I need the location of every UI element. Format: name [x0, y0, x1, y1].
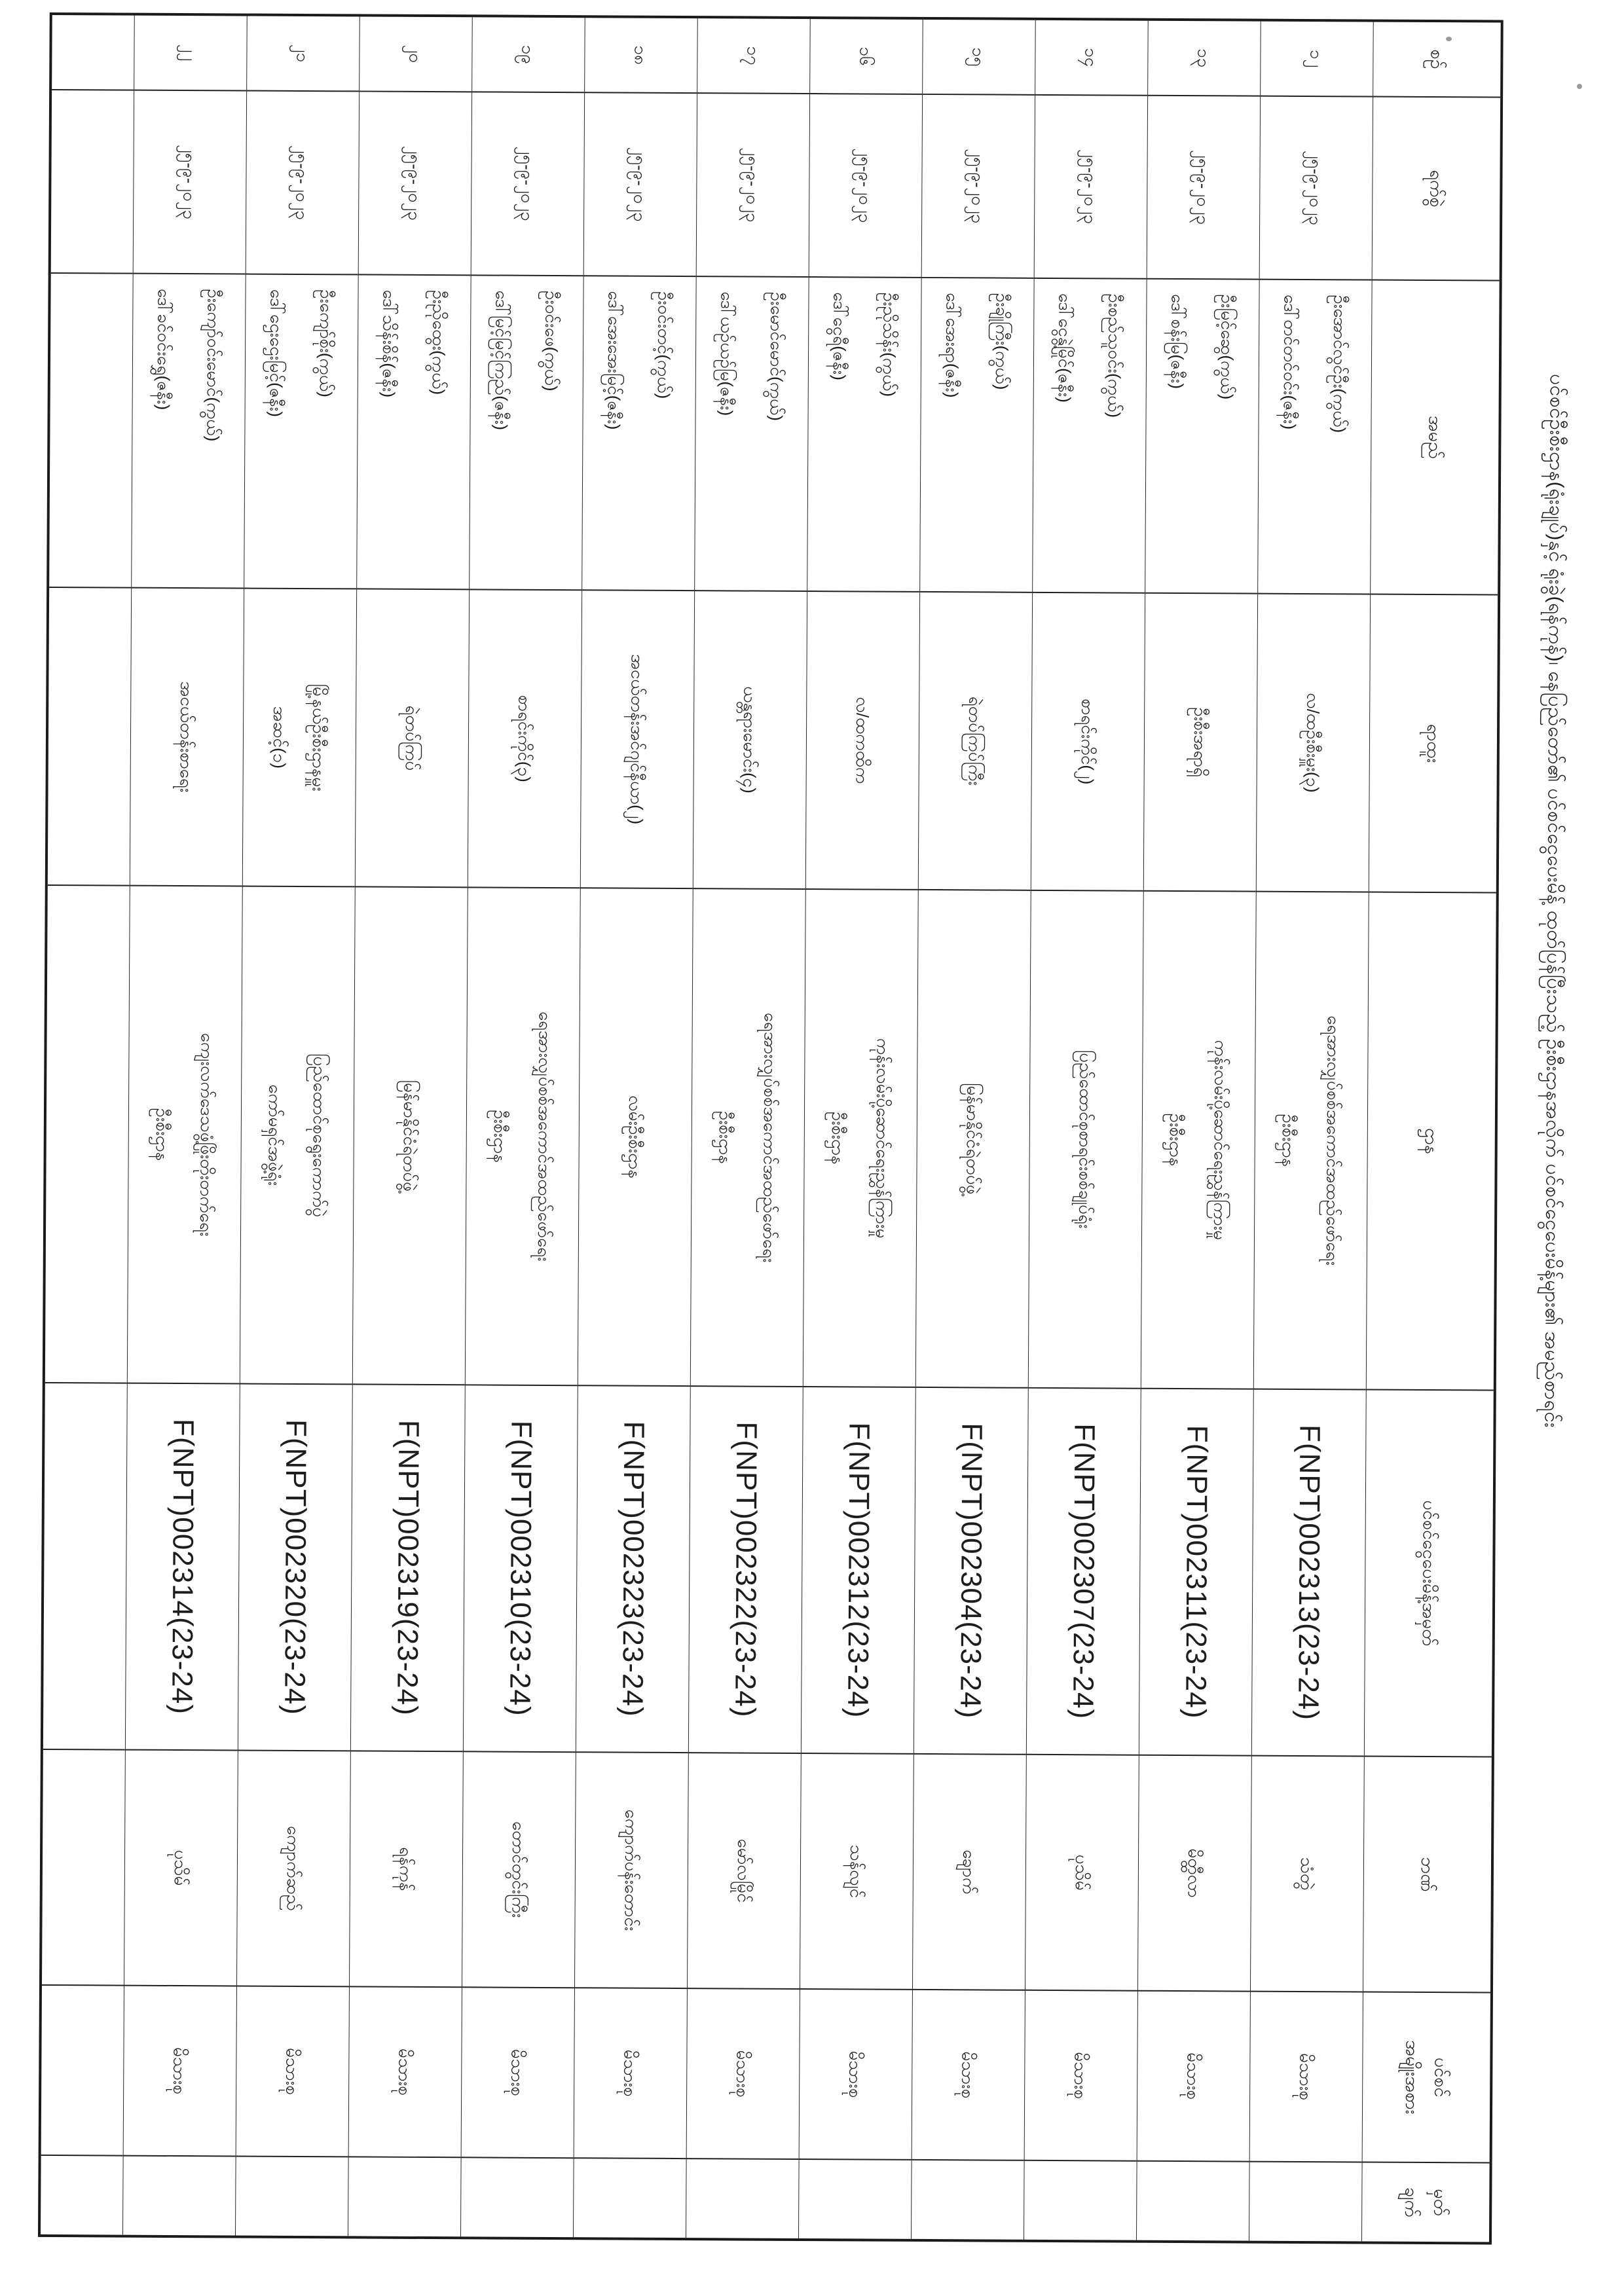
cell-date: ၂၅-၉-၂၀၂၃: [696, 94, 809, 278]
cell-date: ၂၅-၉-၂၀၂၃: [246, 92, 359, 276]
cell-order-no: F(NPT)002307(23-24): [1026, 1389, 1141, 1756]
cell-position: [580, 591, 694, 889]
deceased-name: ဦးမောင်မောင်(ကွယ်): [766, 291, 787, 422]
cell-date: ၂၅-၉-၂၀၂၃: [1259, 97, 1373, 281]
cell-remark: [348, 2157, 461, 2236]
col-header-position: [1369, 595, 1498, 894]
position-line1: မြို့နယ်ဦးစီးဌာနမှူး: [309, 683, 329, 792]
col-header-no: [1373, 22, 1501, 98]
cell-pension-type: မိသားစု: [912, 1990, 1025, 2161]
cell-remark: [235, 2157, 348, 2236]
cell-remark: [460, 2158, 574, 2237]
cell-name: [919, 278, 1034, 593]
cell-dept: [915, 890, 1031, 1389]
cell-remark: [798, 2160, 912, 2239]
empty-cell: [52, 15, 134, 91]
cell-bank: ကျောက်ဆည်: [236, 1751, 350, 1987]
cell-position: [355, 589, 469, 888]
dept-line2: ဦးစီးဌာန: [828, 1111, 849, 1165]
cell-order-no: F(NPT)002320(23-24): [238, 1385, 352, 1752]
cell-bank: ချောက်: [912, 1755, 1026, 1991]
empty-cell: [48, 588, 131, 886]
dept-line1: မြန်မာနိုင်ငံရဲတပ်ဖွဲ့: [399, 1080, 420, 1192]
deceased-name: ဦးချိုကြီး(ကွယ်): [991, 293, 1012, 390]
cell-dept: [1141, 892, 1256, 1390]
cell-no: ၁၈: [584, 18, 697, 94]
cell-bank: ပုသိမ်: [1025, 1755, 1139, 1992]
cell-order-no: F(NPT)002313(23-24): [1251, 1390, 1366, 1757]
col-header-name: [1370, 281, 1500, 596]
cell-date: ၂၅-၉-၂၀၂၃: [583, 93, 697, 277]
cell-bank: မော်လမြိုင်: [687, 1753, 801, 1990]
widow-name: ဒေါ်ငွေနွဲ့မြိုင်(ဇနီး): [1054, 293, 1075, 403]
cell-order-no: F(NPT)002304(23-24): [913, 1388, 1028, 1755]
cell-dept: [1253, 892, 1369, 1391]
empty-cell: [42, 1750, 125, 1986]
widow-name: ဒေါ်အေးအေးမြင့်(ဇနီး): [604, 291, 625, 430]
col-header-dept: [1366, 893, 1496, 1391]
cell-no: ၁၄: [1035, 20, 1148, 96]
cell-name: [131, 274, 246, 589]
col-header-no-label: စဉ်: [1427, 49, 1447, 69]
cell-date: ၂၅-၉-၂၀၂၃: [358, 92, 471, 276]
widow-name: ဒေါ်စန်းမြ(ဇနီး): [1167, 293, 1188, 390]
cell-pension-type: မိသားစု: [461, 1988, 574, 2159]
remark-label-line1: မှတ်: [1430, 2189, 1450, 2217]
cell-bank: တောင်တွင်းကြီး: [462, 1752, 576, 1988]
cell-position: [1143, 594, 1257, 892]
cell-date: ၂၅-၉-၂၀၂၃: [1147, 96, 1260, 280]
cell-position: [130, 589, 244, 887]
dept-line1: ရေအားလျှပ်စစ်အကောင်အထည်ဖော်ရေး: [1323, 1015, 1344, 1266]
position-line1: အငယ်တန်းစာရေး: [177, 681, 197, 793]
cell-bank: ကျောက်ပန်းတောင်း: [574, 1753, 688, 1989]
cell-name: [1257, 280, 1372, 595]
cell-remark: [1249, 2162, 1362, 2242]
cell-pension-type: မိသားစု: [1024, 1991, 1137, 2162]
cell-position: [805, 592, 919, 890]
position-line1: စာရင်းကိုင်(၂): [1078, 699, 1098, 785]
empty-cell: [49, 274, 133, 589]
cell-remark: [573, 2159, 686, 2238]
deceased-name: ဦးကျော်စိုး(ကွယ်): [316, 289, 337, 397]
widow-name: ဒေါ်အေးရာ(ဇနီး): [942, 293, 963, 398]
dept-line2: ဦးစီးဌာန: [716, 1110, 736, 1164]
deceased-name: ဦးညိုသိန်း(ကွယ်): [879, 292, 900, 397]
cell-no: ၂၀: [359, 16, 472, 92]
cell-remark: [686, 2159, 799, 2238]
cell-dept: [127, 886, 242, 1385]
cell-name: [356, 275, 471, 590]
cell-order-no: F(NPT)002323(23-24): [576, 1386, 690, 1753]
col-header-date-label: ရက်စွဲ: [1426, 170, 1447, 208]
widow-name: ဒေါ်ငွေရီ(ဇနီး): [829, 292, 850, 381]
empty-cell: [43, 1383, 127, 1751]
cell-position: [1031, 593, 1145, 892]
cell-order-no: F(NPT)002322(23-24): [688, 1387, 803, 1754]
deceased-name: ဦးမြင့်ဆွေ(ကွယ်): [1217, 294, 1238, 400]
cell-no: ၁၅: [922, 20, 1035, 96]
deceased-name: ဦးညိုထွေး(ကွယ်): [428, 290, 449, 395]
pension-table: [38, 12, 1504, 2245]
dept-line1: ကျေးလက်ဒေသဖွံ့ဖြိုးတိုးတက်ရေး: [196, 1032, 218, 1237]
deceased-name: ဦးအောင်လွင်ဦး(ကွယ်): [1329, 295, 1350, 433]
cell-no: ၁၉: [471, 17, 585, 93]
cell-dept: [1028, 891, 1143, 1389]
dept-line1: ရေအားလျှပ်စစ်အကောင်အထည်ဖော်ရေး: [534, 1011, 556, 1262]
cell-dept: [578, 888, 693, 1387]
cell-order-no: F(NPT)002319(23-24): [350, 1385, 465, 1752]
position-line1: လ/ထဦးစီးမှူး(၃): [1303, 693, 1323, 793]
cell-bank: ပုသိမ်: [124, 1751, 238, 1987]
cell-position: [242, 589, 356, 888]
cell-order-no: F(NPT)002311(23-24): [1139, 1389, 1253, 1757]
widow-name: ဒေါ်တင်တင်ဝင်း(ဇနီး): [1280, 294, 1301, 430]
position-line1: ဦးစီးအရာရှိ: [1190, 707, 1211, 778]
scan-speck: [1577, 84, 1582, 89]
dept-line2: ဦးစီးဌာန: [1279, 1114, 1299, 1167]
cell-no: ၁၇: [697, 18, 810, 94]
cell-position: [918, 592, 1032, 891]
col-header-name-label: အမည်: [1425, 415, 1445, 460]
col-header-order-no: [1364, 1391, 1494, 1758]
cell-order-no: F(NPT)002314(23-24): [125, 1384, 240, 1751]
cell-remark: [1136, 2162, 1249, 2241]
cell-bank: ရန်ကုန်: [349, 1751, 463, 1988]
cell-dept: [690, 889, 805, 1387]
page-title: ပင်စင်ဦးစီးဌာန(ရုံးချုပ်)နှင့် ရုံးခွဲ(ရန်ကုန်)၊ နေပြည်တော်၏ ပင်စင်ငွေပေးမိန့် ထုတ်ပြန်ပြီးသည့် ဦးစီးဌာနအလိုက် ပင်စင်ငွေပေးမိန့်များ၏ အမည်စာရင်း: [1540, 373, 1568, 1429]
col-header-pension-type: [1362, 1992, 1490, 2163]
cell-date: ၂၅-၉-၂၀၂၃: [471, 92, 584, 276]
empty-cell: [41, 1986, 124, 2157]
cell-name: [694, 277, 809, 592]
cell-date: ၂၅-၉-၂၀၂၃: [133, 91, 246, 275]
remark-label-line2: ချက်: [1401, 2187, 1422, 2217]
cell-pension-type: မိသားစု: [1249, 1992, 1363, 2163]
cell-remark: [911, 2160, 1024, 2240]
pension-type-label-line1: ပင်စင်: [1431, 2057, 1451, 2098]
dept-line2: ကော်မရှင်အဖွဲ့ရုံး: [265, 1084, 286, 1186]
cell-name: [1145, 280, 1259, 594]
cell-pension-type: မိသားစု: [686, 1989, 800, 2160]
col-header-bank: [1363, 1757, 1492, 1994]
dept-line2: ဦးစီးဌာန: [153, 1108, 173, 1161]
widow-name: ဒေါ်ခင်ဝင်းရွှေ(ဇနီး): [153, 288, 174, 410]
dept-line1: မြန်မာနိုင်ငံရဲတပ်ဖွဲ့: [963, 1083, 984, 1195]
cell-remark: [122, 2157, 236, 2236]
position-line2: အဆင့်(၁): [270, 706, 290, 769]
position-line1: ရဲတပ်ကြပ်: [402, 705, 422, 771]
cell-order-no: F(NPT)002310(23-24): [463, 1385, 578, 1753]
deceased-name: ဦးစည်သူဝင်း(ကွယ်): [1104, 293, 1125, 418]
cell-dept: [240, 887, 355, 1385]
cell-name: [581, 276, 696, 591]
cell-dept: [352, 887, 468, 1385]
dept-line1: ပြည်ထောင်စုစာရင်းစစ်ချုပ်ရုံး: [1075, 1049, 1096, 1229]
dept-line1: ကုန်းလမ်းပို့ဆောင်ရေးညွှန်ကြားမှု: [1210, 1040, 1232, 1241]
cell-bank: သံတွဲ: [1250, 1757, 1364, 1993]
empty-cell: [45, 886, 130, 1384]
dept-line1: လမ်းဦးစီးဌာန: [625, 1095, 646, 1179]
cell-remark: [1024, 2161, 1137, 2240]
cell-date: ၂၅-၉-၂၀၂၃: [809, 94, 922, 278]
cell-bank: သန်လျင်: [800, 1754, 913, 1990]
cell-pension-type: မိသားစု: [1137, 1992, 1250, 2162]
empty-cell: [51, 90, 134, 274]
cell-pension-type: မိသားစု: [236, 1986, 349, 2157]
cell-name: [807, 278, 921, 592]
cell-position: [468, 590, 581, 888]
cell-no: ၁၂: [1260, 22, 1373, 98]
cell-date: ၂၅-၉-၂၀၂၃: [921, 95, 1035, 279]
cell-order-no: F(NPT)002312(23-24): [801, 1387, 915, 1755]
deceased-name: ဦးဝင်းတင့်(ကွယ်): [654, 291, 674, 399]
col-header-remark: [1361, 2162, 1490, 2242]
widow-name: ဒေါ်ယဉ်ယဉ်မြ(ဇနီး): [716, 291, 737, 416]
pension-type-label-line2: အမျိုးအစား: [1401, 2040, 1422, 2115]
cell-position: [1256, 594, 1370, 893]
widow-name: ဒေါ်ဌေးဌေးမြင့်(ဇနီး): [266, 289, 287, 418]
dept-line2: ဦးစီးဌာန: [490, 1110, 511, 1163]
deceased-name: ဦးကျော်ဝင်းမောင်(ကွယ်): [203, 289, 224, 442]
deceased-name: ဦးဝင်းဖေ(ကွယ်): [541, 290, 562, 392]
cell-position: [693, 591, 807, 890]
position-line1: ရဲတပ်ကြပ်ကြီး: [965, 696, 986, 786]
cell-no: ၁၃: [1147, 21, 1261, 97]
dept-line2: ဦးစီးဌာန: [1166, 1113, 1187, 1167]
position-line1: ယန္တရားမောင်း(၄): [740, 686, 760, 793]
position-line1: စာရင်းကိုင်(၃): [515, 695, 535, 782]
cell-pension-type: မိသားစု: [574, 1988, 687, 2159]
dept-line1: ကုန်းလမ်းပို့ဆောင်ရေးညွှန်ကြားမှု: [872, 1038, 894, 1239]
cell-dept: [465, 888, 580, 1386]
empty-cell: [41, 2156, 123, 2235]
col-header-date: [1372, 98, 1500, 282]
cell-name: [1032, 279, 1147, 594]
col-header-bank-label: ဘဏ်: [1417, 1857, 1438, 1892]
cell-name: [244, 275, 358, 590]
cell-bank: မိတ္ထီလာ: [1137, 1756, 1251, 1992]
dept-line1: ရေအားလျှပ်စစ်အကောင်အထည်ဖော်ရေး: [760, 1012, 781, 1263]
cell-name: [469, 276, 583, 591]
widow-name: ဒေါ်မြင့်မြင့်ကြည်(ဇနီး): [491, 290, 512, 431]
cell-pension-type: မိသားစု: [123, 1986, 236, 2157]
scan-speck: [1446, 37, 1452, 41]
cell-no: ၁၆: [809, 19, 923, 95]
cell-no: ၂၂: [134, 16, 247, 92]
col-header-order-no-label: ပင်စင်ငွေပေးမိန့်အမှတ်: [1418, 1500, 1439, 1647]
widow-name: ဒေါ်သိန်းစိန်(ဇနီး): [378, 289, 399, 398]
cell-dept: [803, 890, 918, 1388]
cell-pension-type: မိသားစု: [348, 1987, 462, 2158]
col-header-position-label: ရာထူး: [1423, 723, 1444, 763]
cell-no: ၂၁: [246, 16, 360, 92]
cell-date: ၂၅-၉-၂၀၂၃: [1034, 96, 1147, 280]
dept-line1: ပြည်ထောင်စုရွေးကောက်ပွဲ: [309, 1053, 330, 1218]
col-header-dept-label: ဌာန: [1421, 1127, 1441, 1155]
position-line1: လ/ထကထိက: [853, 697, 873, 784]
cell-pension-type: မိသားစု: [799, 1990, 912, 2160]
position-line1: အငယ်တန်းအင်ဂျင်နီယာ(၂): [627, 654, 648, 825]
